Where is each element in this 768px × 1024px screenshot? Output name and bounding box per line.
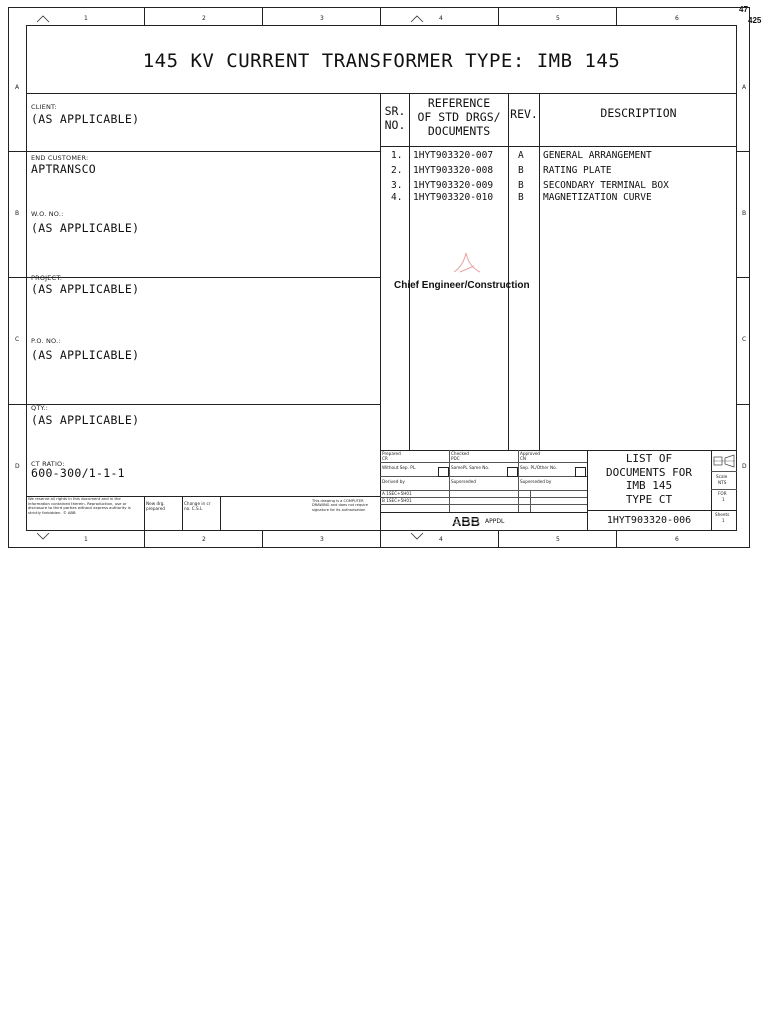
centering-mark-icon bbox=[410, 532, 424, 540]
zone-letter: D bbox=[742, 463, 747, 470]
abb-logo-icon bbox=[451, 514, 483, 528]
new-drawing-note: New drg. prepared bbox=[146, 501, 165, 511]
project-value: (AS APPLICABLE) bbox=[31, 282, 140, 296]
ct-ratio-value: 600-300/1-1-1 bbox=[31, 466, 125, 480]
row-rev: A bbox=[518, 150, 524, 161]
centering-mark-icon bbox=[410, 15, 424, 23]
row-rev: B bbox=[518, 180, 524, 191]
centering-mark-icon bbox=[36, 532, 50, 540]
wo-no-value: (AS APPLICABLE) bbox=[31, 221, 140, 235]
revision-b: B 1SEC+5H01 bbox=[382, 498, 412, 503]
client-value: (AS APPLICABLE) bbox=[31, 112, 140, 126]
scale-value: NTS bbox=[718, 480, 727, 485]
page-number: 47 bbox=[739, 5, 748, 14]
superseded-by-label: Superseded by bbox=[520, 479, 552, 484]
zone-letter: D bbox=[15, 463, 20, 470]
document-title-line: LIST OF bbox=[625, 452, 673, 465]
checked-by: PDC bbox=[451, 456, 460, 461]
document-title bbox=[588, 452, 710, 506]
scale-label: Scale bbox=[716, 474, 728, 479]
prepared-by: CR bbox=[382, 456, 388, 461]
document-title-line: DOCUMENTS FOR bbox=[605, 465, 693, 479]
row-description: SECONDARY TERMINAL BOX bbox=[543, 180, 669, 191]
row-rev: B bbox=[518, 192, 524, 203]
zone-number: 1 bbox=[84, 536, 88, 543]
zone-number: 4 bbox=[439, 536, 443, 543]
row-description: GENERAL ARRANGEMENT bbox=[543, 150, 652, 161]
row-reference: 1HYT903320-009 bbox=[413, 180, 494, 191]
zone-number: 3 bbox=[320, 536, 324, 543]
wo-no-label: W.O. NO.: bbox=[31, 210, 64, 218]
zone-number: 5 bbox=[556, 15, 560, 22]
rights-notice: We reserve all rights in this document and in the information contained therein. Reproduction, use or disclosure to third parties without express authority is strictly forbidden. © ABB bbox=[28, 496, 131, 515]
sheets-label: Sheets bbox=[715, 512, 730, 517]
qty-value: (AS APPLICABLE) bbox=[31, 413, 140, 427]
drawing-title: 145 KV CURRENT TRANSFORMER TYPE: IMB 145 bbox=[142, 50, 621, 72]
zone-number: 5 bbox=[556, 536, 560, 543]
page-total: 425 bbox=[748, 16, 762, 25]
end-customer-value: APTRANSCO bbox=[31, 162, 97, 176]
revision-a: A 1SEC+5H01 bbox=[382, 491, 412, 496]
row-description: MAGNETIZATION CURVE bbox=[543, 192, 652, 203]
zone-number: 6 bbox=[675, 15, 679, 22]
zone-number: 1 bbox=[84, 15, 88, 22]
col-header-reference: REFERENCE OF STD DRGS/ DOCUMENTS bbox=[417, 96, 501, 138]
signature-mark-icon bbox=[450, 250, 484, 278]
row-reference: 1HYT903320-007 bbox=[413, 150, 494, 161]
same-as-label: SamePL Same No. bbox=[451, 465, 490, 470]
col-header-sr: SR. NO. bbox=[384, 104, 406, 132]
row-rev: B bbox=[518, 165, 524, 176]
row-sr: 1. bbox=[391, 150, 403, 161]
po-no-value: (AS APPLICABLE) bbox=[31, 348, 140, 362]
approval-stamp: Chief Engineer/Construction bbox=[394, 280, 530, 291]
projection-symbol-icon bbox=[713, 454, 735, 468]
zone-number: 3 bbox=[320, 15, 324, 22]
derived-label: Derived by bbox=[382, 479, 405, 484]
svg-text:ABB: ABB bbox=[452, 514, 481, 528]
company-name: APPDL bbox=[485, 518, 505, 525]
superseded-label: Superseded bbox=[451, 479, 476, 484]
zone-letter: C bbox=[15, 336, 20, 343]
end-customer-label: END CUSTOMER: bbox=[31, 154, 89, 162]
format-value: 1 bbox=[722, 497, 725, 502]
zone-number: 2 bbox=[202, 536, 206, 543]
row-sr: 2. bbox=[391, 165, 403, 176]
change-note: Change in cr no. C.S.L bbox=[184, 501, 211, 511]
col-header-description: DESCRIPTION bbox=[600, 106, 677, 120]
zone-number: 6 bbox=[675, 536, 679, 543]
zone-number: 4 bbox=[439, 15, 443, 22]
without-sep-checkbox bbox=[438, 467, 449, 477]
col-header-rev: REV. bbox=[510, 107, 538, 121]
approved-by: CN bbox=[520, 456, 527, 461]
document-title-line: TYPE CT bbox=[625, 492, 673, 506]
row-sr: 3. bbox=[391, 180, 403, 191]
centering-mark-icon bbox=[36, 15, 50, 23]
document-number: 1HYT903320-006 bbox=[606, 515, 692, 526]
project-label: PROJECT: bbox=[31, 274, 63, 282]
computer-drawing-note: This drawing is a COMPUTER DRAWING and does not require signature for its authorisation bbox=[312, 499, 369, 512]
without-sep-label: Without Sep. PL. bbox=[382, 465, 417, 470]
zone-number: 2 bbox=[202, 15, 206, 22]
sep-pl-checkbox bbox=[575, 467, 586, 477]
ct-ratio-label: CT RATIO: bbox=[31, 460, 65, 468]
sheets-value: 1 bbox=[722, 518, 725, 523]
zone-letter: B bbox=[15, 210, 20, 217]
zone-letter: A bbox=[15, 84, 20, 91]
zone-letter: A bbox=[742, 84, 747, 91]
checked-label: Checked bbox=[451, 451, 469, 456]
sep-pl-label: Sep. PL/Other No. bbox=[520, 465, 557, 470]
zone-letter: B bbox=[742, 210, 747, 217]
client-label: CLIENT: bbox=[31, 103, 57, 111]
row-reference: 1HYT903320-008 bbox=[413, 165, 494, 176]
row-sr: 4. bbox=[391, 192, 403, 203]
row-description: RATING PLATE bbox=[543, 165, 612, 176]
po-no-label: P.O. NO.: bbox=[31, 337, 61, 345]
prepared-label: Prepared bbox=[382, 451, 401, 456]
zone-letter: C bbox=[742, 336, 747, 343]
format-label: FOR bbox=[718, 491, 727, 496]
approved-label: Approved bbox=[520, 451, 541, 456]
qty-label: QTY.: bbox=[31, 404, 48, 412]
row-reference: 1HYT903320-010 bbox=[413, 192, 494, 203]
document-title-line: IMB 145 bbox=[625, 479, 673, 492]
same-as-checkbox bbox=[507, 467, 518, 477]
